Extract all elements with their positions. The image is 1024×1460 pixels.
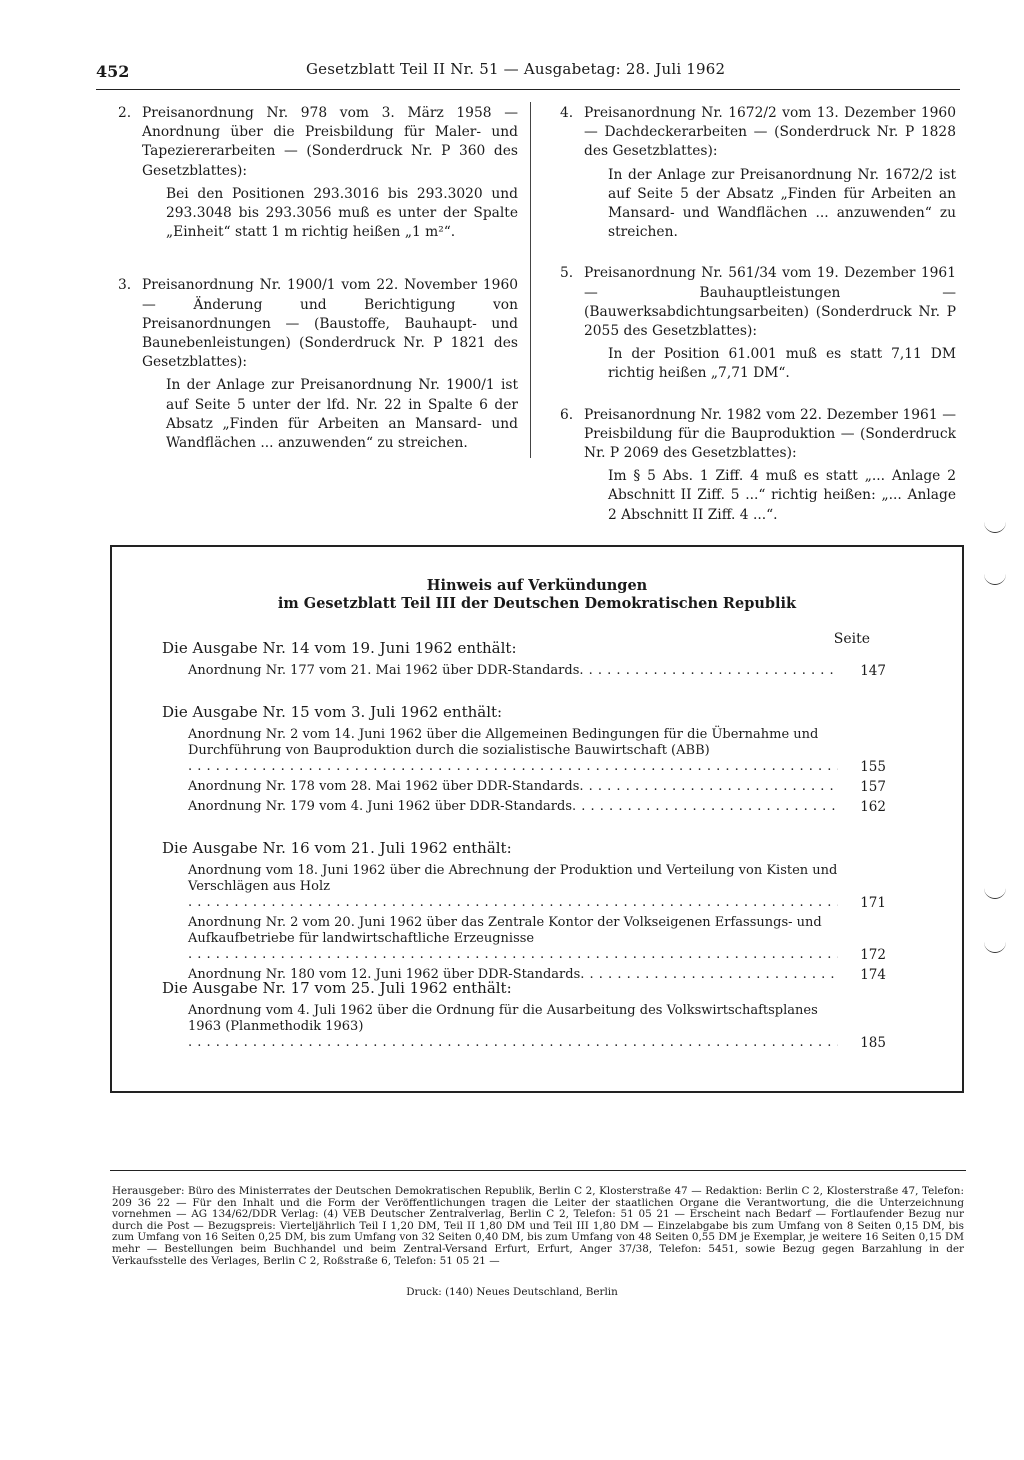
notice-title — [112, 577, 962, 613]
item-note: Bei den Positionen 293.3016 bis 293.3020 und 293.3048 bis 293.3056 muß es unter der Spalte „Einheit“ statt 1 m richtig heißen „1 m²“. — [166, 185, 518, 241]
item-note: In der Anlage zur Preisanordnung Nr. 1672/2 ist auf Seite 5 der Absatz „Finden für Arbeiten an Mansard- und Wandflächen ... anzuwenden“ zu streichen. — [608, 166, 956, 241]
margin-mark — [984, 942, 1006, 953]
notice-title-line-1: Hinweis auf Verkündungen — [426, 577, 648, 594]
footer-rule — [110, 1170, 966, 1171]
item-note: Im § 5 Abs. 1 Ziff. 4 muß es statt „... Anlage 2 Abschnitt II Ziff. 5 ...“ richtig heißen: „... Anlage 2 Abschnitt II Ziff. 4 ...“. — [608, 468, 956, 523]
entry-text: Anordnung vom 18. Juni 1962 über die Abrechnung der Produktion und Verteilung von Kisten und Verschlägen aus Holz — [188, 863, 838, 894]
entry-page: 147 — [860, 663, 886, 679]
entry-page: 172 — [860, 947, 886, 963]
issue-heading: Die Ausgabe Nr. 14 vom 19. Juni 1962 enthält: — [162, 639, 517, 657]
dot-leader — [188, 947, 838, 963]
issue-heading: Die Ausgabe Nr. 17 vom 25. Juli 1962 enthält: — [162, 979, 512, 997]
item-number: 4. — [560, 105, 574, 121]
notice-box — [110, 545, 964, 1093]
dot-leader — [188, 895, 838, 911]
issue-block — [162, 839, 886, 987]
page-number: 452 — [96, 62, 130, 81]
entry-text: Anordnung Nr. 180 vom 12. Juni 1962 über DDR-Standards — [188, 967, 581, 982]
item-note: In der Position 61.001 muß es statt 7,11 DM richtig heißen „7,71 DM“. — [608, 346, 956, 382]
entry-page: 174 — [860, 967, 886, 983]
entry-page: 155 — [860, 759, 886, 775]
index-entry — [162, 1003, 886, 1051]
printer-line: Druck: (140) Neues Deutschland, Berlin — [406, 1286, 618, 1298]
running-head: Gesetzblatt Teil II Nr. 51 — Ausgabetag: 28. Juli 1962 — [306, 60, 726, 78]
list-item — [560, 406, 956, 525]
item-note: In der Anlage zur Preisanordnung Nr. 1900/1 ist auf Seite 5 unter der lfd. Nr. 22 in Spalte 6 der Absatz „Finden für Arbeiten an Mansard- und Wandflächen ... anzuwenden“ zu streichen. — [166, 377, 518, 452]
item-text: Preisanordnung Nr. 1982 vom 22. Dezember 1961 — Preisbildung für die Bauproduktion — (Sonderdruck Nr. P 2069 des Gesetzblattes): — [584, 406, 956, 462]
issue-block — [162, 703, 886, 819]
header-rule — [96, 89, 960, 90]
item-text: Preisanordnung Nr. 1900/1 vom 22. November 1960 — Änderung und Berichtigung von Preisanordnungen — (Baustoffe, Bauhaupt- und Baunebenleistungen) (Sonderdruck Nr. P 1821 des Gesetzblattes): — [142, 277, 518, 371]
entry-text: Anordnung Nr. 177 vom 21. Mai 1962 über DDR-Standards — [188, 663, 580, 678]
notice-title-line-2: im Gesetzblatt Teil III der Deutschen Demokratischen Republik — [277, 595, 797, 612]
entry-page: 162 — [860, 799, 886, 815]
margin-mark — [984, 522, 1006, 533]
column-divider — [530, 102, 531, 458]
entry-page: 185 — [860, 1035, 886, 1051]
list-item — [118, 104, 518, 242]
left-column — [118, 104, 518, 475]
margin-mark — [984, 574, 1006, 585]
list-item — [118, 276, 518, 453]
item-number: 2. — [118, 105, 132, 121]
right-column — [560, 104, 956, 547]
entry-text: Anordnung vom 4. Juli 1962 über die Ordnung für die Ausarbeitung des Volkswirtschaftsplanes 1963 (Planmethodik 1963) — [188, 1003, 818, 1034]
entry-page: 157 — [860, 779, 886, 795]
dot-leader — [188, 759, 838, 775]
margin-mark — [984, 888, 1006, 899]
item-text: Preisanordnung Nr. 1672/2 vom 13. Dezember 1960 — Dachdeckerarbeiten — (Sonderdruck Nr. P 1828 des Gesetzblattes): — [584, 105, 956, 160]
item-text: Preisanordnung Nr. 561/34 vom 19. Dezember 1961 — Bauhauptleistungen — (Bauwerksabdichtungsarbeiten) (Sonderdruck Nr. P 2055 des Gesetzblattes): — [584, 265, 956, 340]
entry-text: Anordnung Nr. 178 vom 28. Mai 1962 über DDR-Standards — [188, 779, 580, 794]
list-item — [560, 264, 956, 383]
page-column-label: Seite — [833, 631, 870, 647]
index-entry — [162, 799, 886, 815]
entry-text: Anordnung Nr. 2 vom 20. Juni 1962 über das Zentrale Kontor der Volkseigenen Erfassungs- und Aufkaufbetriebe für landwirtschaftliche Erzeugnisse — [188, 915, 822, 946]
entry-page: 171 — [860, 895, 886, 911]
issue-heading: Die Ausgabe Nr. 15 vom 3. Juli 1962 enthält: — [162, 703, 503, 721]
dot-leader — [579, 663, 838, 679]
entry-text: Anordnung Nr. 179 vom 4. Juni 1962 über DDR-Standards — [188, 799, 572, 814]
dot-leader — [188, 1035, 838, 1051]
index-entry — [162, 663, 886, 679]
imprint: Herausgeber: Büro des Ministerrates der Deutschen Demokratischen Republik, Berlin C 2, Klosterstraße 47 — Redaktion: Berlin C 2, Klosterstraße 47, Telefon: 209 36 22 — Für den Inhalt und die Form der Veröffentlichungen tragen die Leiter der staatlichen Organe die Verantwortung, die die Unterzeichnung vornehmen — AG 134/62/DDR Verlag: (4) VEB Deutscher Zentralverlag, Berlin C 2, Telefon: 51 05 21 — Erscheint nach Bedarf — Fortlaufender Bezug nur durch die Post — Bezugspreis: Vierteljährlich Teil I 1,20 DM, Teil II 1,80 DM und Teil III 1,80 DM — Einzelabgabe bis zum Umfang von 8 Seiten 0,15 DM, bis zum Umfang von 16 Seiten 0,25 DM, bis zum Umfang von 32 Seiten 0,40 DM, bis zum Umfang von 48 Seiten 0,55 DM je Exemplar, je weitere 16 Seiten 0,15 DM mehr — Bestellungen beim Buchhandel und beim Zentral-Versand Erfurt, Erfurt, Anger 37/38, Telefon: 5451, sowie Bezug gegen Barzahlung in der Verkaufsstelle des Verlages, Berlin C 2, Roßstraße 6, Telefon: 51 05 21 — — [112, 1185, 964, 1267]
item-number: 5. — [560, 265, 574, 282]
index-entry — [162, 727, 886, 775]
issue-block — [162, 639, 886, 683]
dot-leader — [579, 779, 838, 795]
index-entry — [162, 915, 886, 963]
index-entry — [162, 863, 886, 911]
entry-text: Anordnung Nr. 2 vom 14. Juni 1962 über die Allgemeinen Bedingungen für die Übernahme und Durchführung von Bauproduktion durch die sozialistische Bauwirtschaft (ABB) — [188, 727, 819, 758]
issue-block — [162, 979, 886, 1055]
list-item — [560, 104, 956, 242]
dot-leader — [572, 799, 838, 815]
item-number: 6. — [560, 406, 574, 423]
issue-heading: Die Ausgabe Nr. 16 vom 21. Juli 1962 enthält: — [162, 839, 512, 857]
index-entry — [162, 779, 886, 795]
item-text: Preisanordnung Nr. 978 vom 3. März 1958 — Anordnung über die Preisbildung für Maler- und Tapeziererarbeiten — (Sonderdruck Nr. P 360 des Gesetzblattes): — [142, 105, 518, 179]
item-number: 3. — [118, 277, 132, 294]
